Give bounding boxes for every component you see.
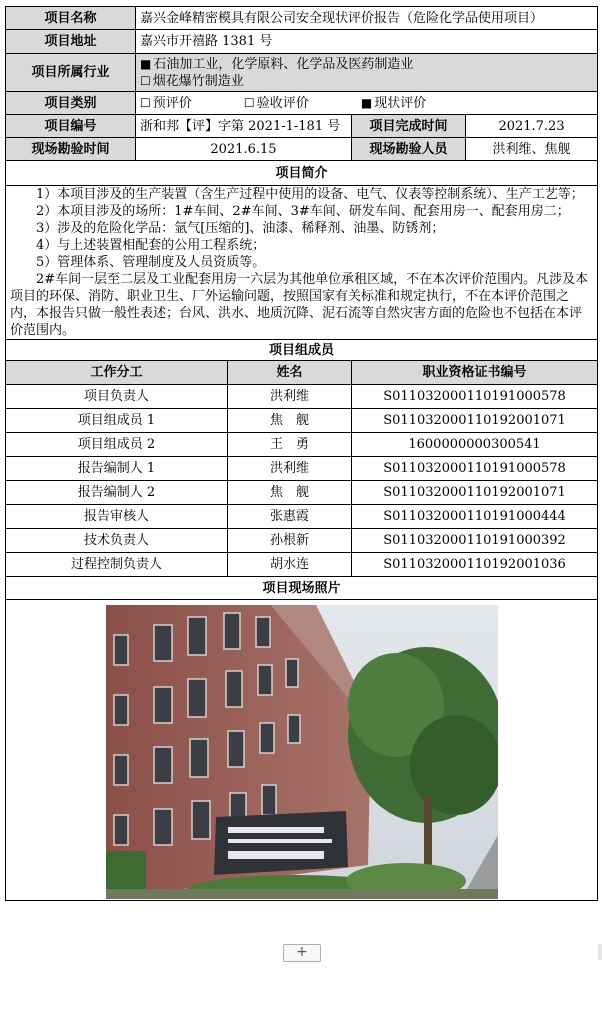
- type-option-label: 验收评价: [256, 95, 309, 111]
- team-role: 技术负责人: [6, 529, 228, 553]
- scrollbar-edge: [598, 944, 602, 960]
- team-cert: S011032000110191000392: [352, 529, 598, 553]
- table-row: [6, 553, 598, 577]
- team-header-row: [6, 361, 598, 385]
- team-cert: S011032000110191000444: [352, 505, 598, 529]
- row-intro-title: [6, 161, 598, 186]
- table-row: [6, 457, 598, 481]
- type-option-label: 预评价: [152, 95, 192, 111]
- industry-label: 项目所属行业: [6, 54, 136, 92]
- row-intro-body: [6, 186, 598, 340]
- row-team-title: [6, 340, 598, 361]
- type-options: [136, 92, 598, 115]
- table-row: [6, 433, 598, 457]
- finish-time-label: 项目完成时间: [352, 115, 466, 138]
- team-cert: S011032000110192001071: [352, 481, 598, 505]
- industry-option-label: 石油加工业，化学原料、化学品及医药制造业: [153, 56, 414, 72]
- address-value: 嘉兴市开禧路 1381 号: [136, 30, 598, 54]
- tree-trunk: [424, 795, 432, 865]
- number-value: 浙和邦【评】字第 2021-1-181 号: [136, 115, 352, 138]
- table-row: [6, 505, 598, 529]
- team-cert: 1600000000300541: [352, 433, 598, 457]
- intro-paragraph: 1）本项目涉及的生产装置（含生产过程中使用的设备、电气、仪表等控制系统）、生产工艺等；: [36, 187, 584, 202]
- address-label: 项目地址: [6, 30, 136, 54]
- table-row: [6, 481, 598, 505]
- team-role: 报告编制人 1: [6, 457, 228, 481]
- intro-title: 项目简介: [6, 161, 598, 186]
- team-role: 项目负责人: [6, 385, 228, 409]
- checkbox-checked-icon: ■: [140, 56, 152, 71]
- row-type: [6, 92, 598, 115]
- team-name: 洪利维: [228, 385, 352, 409]
- photo-title: 项目现场照片: [6, 577, 598, 600]
- checkbox-unchecked-icon: ☐: [243, 95, 255, 110]
- row-project-name: [6, 7, 598, 30]
- team-name: 焦 舰: [228, 409, 352, 433]
- intro-paragraph: 2#车间一层至二层及工业配套用房一六层为其他单位承租区域，不在本次评价范围内。凡涉及本项目的环保、消防、职业卫生、厂外运输问题，按照国家有关标准和规定执行，不在本评价范围之内，本报告只做一般性表述；台风、洪水、地质沉降、泥石流等自然灾害方面的危险也不包括在本评价范围内。: [10, 272, 589, 338]
- team-title: 项目组成员: [6, 340, 598, 361]
- entrance-sign-lettering: [228, 827, 332, 859]
- industry-option: [140, 56, 593, 73]
- ground: [106, 889, 498, 899]
- team-role: 项目组成员 2: [6, 433, 228, 457]
- team-name: 洪利维: [228, 457, 352, 481]
- row-number: [6, 115, 598, 138]
- checkbox-checked-icon: ■: [360, 95, 373, 110]
- team-col-role: 工作分工: [6, 361, 228, 385]
- checkbox-unchecked-icon: ☐: [140, 73, 151, 88]
- team-role: 过程控制负责人: [6, 553, 228, 577]
- project-name-label: 项目名称: [6, 7, 136, 30]
- team-cert: S011032000110191000578: [352, 385, 598, 409]
- row-survey: [6, 138, 598, 161]
- type-option-label: 现状评价: [374, 95, 427, 111]
- checkbox-unchecked-icon: ☐: [140, 95, 151, 110]
- row-address: [6, 30, 598, 54]
- team-cert: S011032000110192001036: [352, 553, 598, 577]
- site-photo: [106, 605, 498, 899]
- team-col-name: 姓名: [228, 361, 352, 385]
- team-name: 胡水连: [228, 553, 352, 577]
- surveyors-value: 洪利维、焦舰: [466, 138, 598, 161]
- team-cert: S011032000110191000578: [352, 457, 598, 481]
- team-role: 报告审核人: [6, 505, 228, 529]
- team-col-cert: 职业资格证书编号: [352, 361, 598, 385]
- team-cert: S011032000110192001071: [352, 409, 598, 433]
- team-role: 报告编制人 2: [6, 481, 228, 505]
- survey-time-label: 现场勘验时间: [6, 138, 136, 161]
- intro-body: [6, 186, 598, 340]
- number-label: 项目编号: [6, 115, 136, 138]
- surveyors-label: 现场勘验人员: [352, 138, 466, 161]
- row-industry: [6, 54, 598, 92]
- industry-option: [140, 73, 593, 90]
- intro-paragraph: 5）管理体系、管理制度及人员资质等。: [36, 255, 266, 270]
- team-name: 焦 舰: [228, 481, 352, 505]
- row-photo: [6, 600, 598, 901]
- project-info-table: [5, 6, 598, 901]
- team-name: 孙根新: [228, 529, 352, 553]
- team-name: 张惠霞: [228, 505, 352, 529]
- intro-paragraph: 2）本项目涉及的场所：1#车间、2#车间、3#车间、研发车间、配套用房一、配套用房二；: [36, 204, 570, 219]
- add-row-button[interactable]: +: [283, 944, 321, 962]
- evaluation-report-sheet: [5, 6, 597, 901]
- type-label: 项目类别: [6, 92, 136, 115]
- finish-time-value: 2021.7.23: [466, 115, 598, 138]
- industry-option-label: 烟花爆竹制造业: [152, 73, 244, 89]
- table-row: [6, 529, 598, 553]
- table-row: [6, 409, 598, 433]
- team-role: 项目组成员 1: [6, 409, 228, 433]
- table-row: [6, 385, 598, 409]
- intro-paragraph: 3）涉及的危险化学品：氩气[压缩的]、油漆、稀释剂、油墨、防锈剂；: [36, 221, 445, 236]
- industry-options: [136, 54, 598, 92]
- team-name: 王 勇: [228, 433, 352, 457]
- photo-cell: [6, 600, 598, 901]
- intro-paragraph: 4）与上述装置相配套的公用工程系统；: [36, 238, 266, 253]
- project-name-value: 嘉兴金峰精密模具有限公司安全现状评价报告（危险化学品使用项目）: [136, 7, 598, 30]
- survey-time-value: 2021.6.15: [136, 138, 352, 161]
- row-photo-title: [6, 577, 598, 600]
